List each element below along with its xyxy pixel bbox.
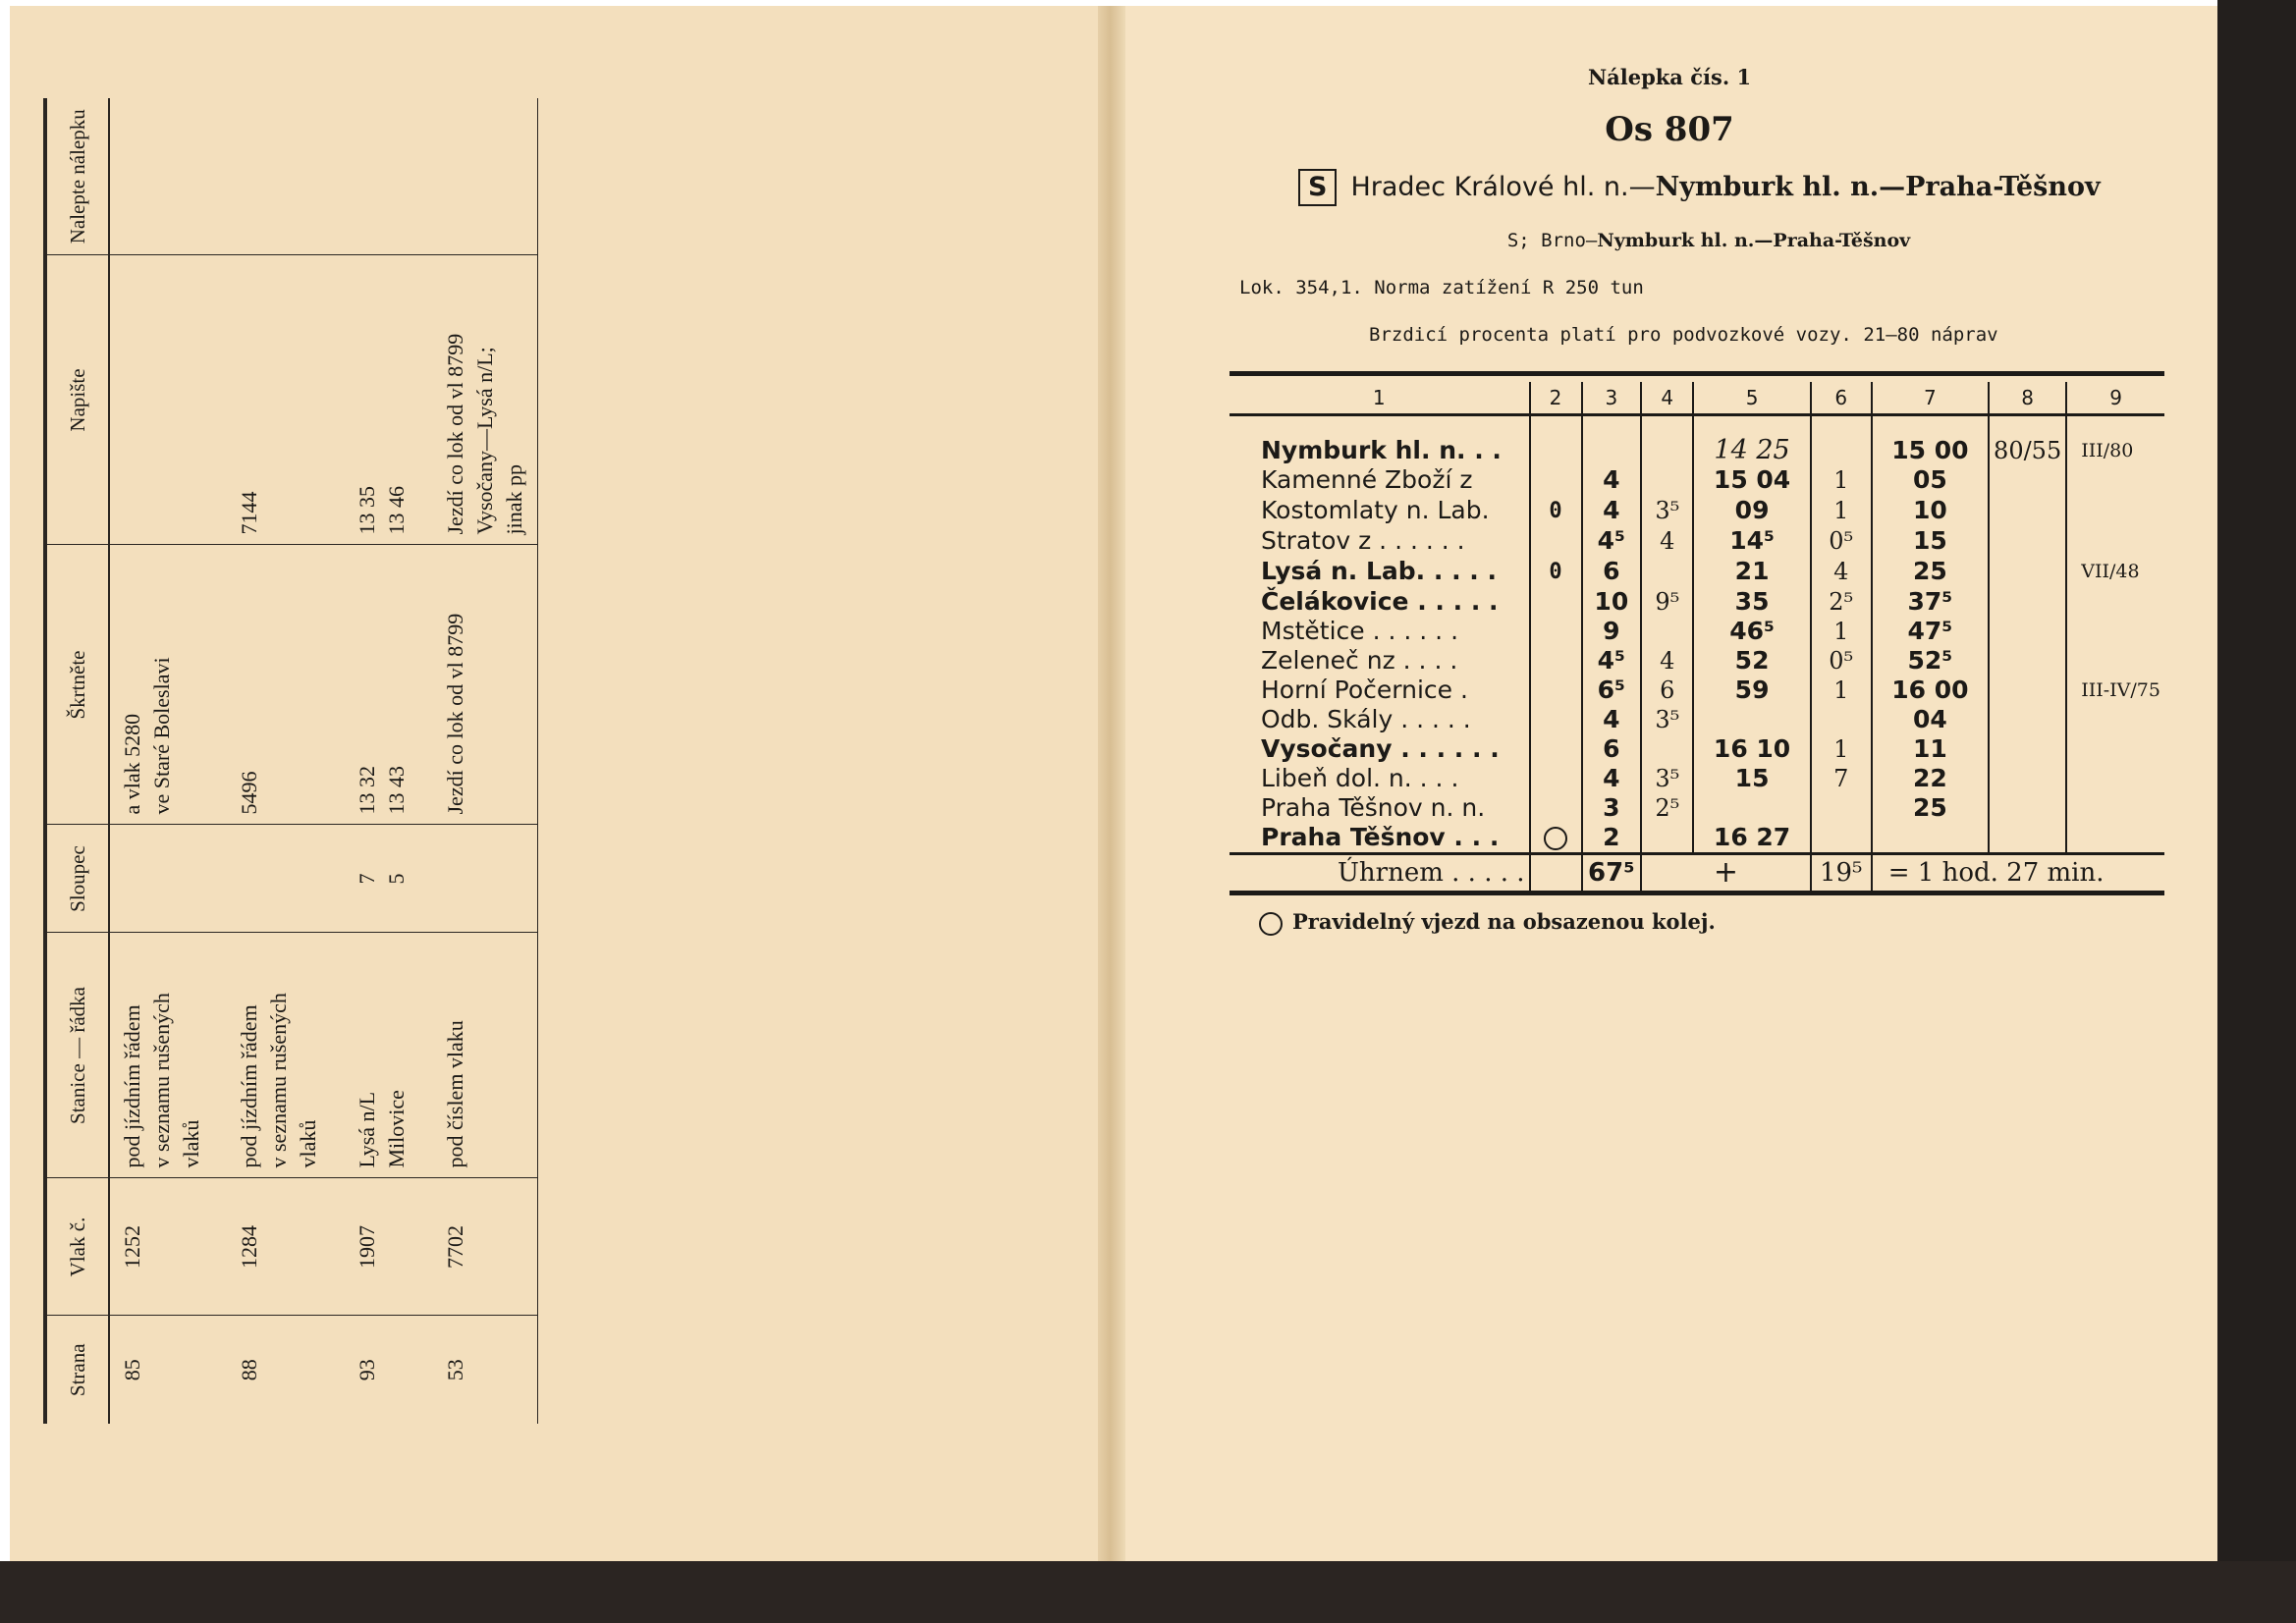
col-header-5: 5 xyxy=(1693,382,1810,415)
time-reserve-cell xyxy=(1641,465,1693,495)
col-2-cell xyxy=(1530,617,1582,646)
station-name xyxy=(1230,526,1530,556)
running-time-cell: 4 xyxy=(1582,495,1642,526)
stanice-cell xyxy=(227,933,345,1178)
running-time-cell: 3 xyxy=(1582,793,1642,823)
stop-time-cell: 4 xyxy=(1811,556,1872,587)
time-reserve-cell xyxy=(1641,556,1693,587)
locomotive-info: Lok. 354,1. Norma zatížení R 250 tun xyxy=(1239,277,1644,298)
remark-cell xyxy=(2066,617,2164,646)
remark-cell: III/80 xyxy=(2066,415,2164,466)
departure-cell: 25 xyxy=(1872,793,1989,823)
sub-end: Nymburk hl. n.—Praha-Těšnov xyxy=(1597,230,1911,251)
time-reserve-cell: 2⁵ xyxy=(1641,793,1693,823)
remark-cell xyxy=(2066,495,2164,526)
timetable-row xyxy=(1230,526,2164,556)
train-number: Os 807 xyxy=(1605,110,1734,149)
arrival-cell: 35 xyxy=(1693,587,1810,617)
speed-cell xyxy=(1989,764,2066,793)
departure-cell: 15 00 xyxy=(1872,415,1989,466)
route-subline xyxy=(1277,230,2141,251)
column-header-5: Škrtněte xyxy=(45,545,109,825)
correction-table xyxy=(43,98,538,1424)
page-cell: 88 xyxy=(237,1359,261,1381)
footnote xyxy=(1259,909,1716,936)
running-time-cell: 4 xyxy=(1582,764,1642,793)
stanice-cell xyxy=(433,933,538,1178)
col-2-cell xyxy=(1530,676,1582,705)
col-header-2: 2 xyxy=(1530,382,1582,415)
remark-cell: VII/48 xyxy=(2066,556,2164,587)
station-name xyxy=(1230,556,1530,587)
table-row xyxy=(345,98,433,1424)
speed-cell xyxy=(1989,495,2066,526)
signal-zero: 0 xyxy=(1549,499,1562,523)
departure-cell: 52⁵ xyxy=(1872,646,1989,676)
arrival-cell: 59 xyxy=(1693,676,1810,705)
train-cell: 1252 xyxy=(109,1178,227,1316)
sloupec-cell xyxy=(227,825,345,933)
time-reserve-cell xyxy=(1641,823,1693,854)
skrtnete-line: 13 43 xyxy=(384,766,409,815)
station-label: Stratov z . . . . . . xyxy=(1261,526,1465,555)
remark-cell xyxy=(2066,465,2164,495)
station-label: Kamenné Zboží z xyxy=(1261,465,1473,494)
stanice-line: pod číslem vlaku xyxy=(443,1020,467,1168)
signal-zero: 0 xyxy=(1549,560,1562,584)
remark-cell xyxy=(2066,587,2164,617)
station-label: Horní Počernice . xyxy=(1261,676,1468,704)
running-time-cell: 4 xyxy=(1582,705,1642,734)
timetable-row xyxy=(1230,734,2164,764)
book-gutter xyxy=(1098,6,1125,1567)
dark-edge xyxy=(2217,0,2296,1571)
time-reserve-cell: 9⁵ xyxy=(1641,587,1693,617)
station-name xyxy=(1230,646,1530,676)
timetable-row xyxy=(1230,705,2164,734)
total-plus: + xyxy=(1641,854,1811,893)
timetable-header xyxy=(1230,382,2164,415)
departure-cell: 05 xyxy=(1872,465,1989,495)
speed-cell xyxy=(1989,617,2066,646)
remark-cell xyxy=(2066,705,2164,734)
train-cell: 7702 xyxy=(433,1178,538,1316)
remark-cell xyxy=(2066,764,2164,793)
arrival-cell: 14⁵ xyxy=(1693,526,1810,556)
station-label: Mstětice . . . . . . xyxy=(1261,617,1459,645)
sticker-cell xyxy=(227,98,345,255)
stop-time-cell: 0⁵ xyxy=(1811,526,1872,556)
skrtnete-line: ve Staré Boleslavi xyxy=(149,657,174,815)
arrival-cell: 14 25 xyxy=(1693,415,1810,466)
stanice-line: v seznamu rušených xyxy=(149,993,174,1168)
table-row xyxy=(109,98,227,1424)
arrival-cell: 09 xyxy=(1693,495,1810,526)
departure-cell: 11 xyxy=(1872,734,1989,764)
total-label: Úhrnem . . . . . xyxy=(1230,854,1530,893)
timetable-row xyxy=(1230,823,2164,854)
speed-cell xyxy=(1989,646,2066,676)
skrtnete-line: 13 32 xyxy=(355,766,379,815)
table-row xyxy=(227,98,345,1424)
station-label: Odb. Skály . . . . . xyxy=(1261,705,1471,733)
stanice-line: pod jízdním řádem xyxy=(120,1004,144,1168)
station-name xyxy=(1230,415,1530,466)
remark-cell xyxy=(2066,793,2164,823)
column-header-1: Strana xyxy=(45,1316,109,1424)
remark-cell xyxy=(2066,823,2164,854)
time-reserve-cell: 4 xyxy=(1641,526,1693,556)
napiste-cell xyxy=(109,255,227,545)
napiste-line: 13 35 xyxy=(355,486,379,535)
col-header-3: 3 xyxy=(1582,382,1642,415)
time-reserve-cell: 3⁵ xyxy=(1641,495,1693,526)
speed-cell xyxy=(1989,823,2066,854)
col-header-9: 9 xyxy=(2066,382,2164,415)
running-time-cell: 10 xyxy=(1582,587,1642,617)
col-2-cell xyxy=(1530,526,1582,556)
column-header-7: Nalepte nálepku xyxy=(45,98,109,255)
stanice-cell xyxy=(109,933,227,1178)
col-header-4: 4 xyxy=(1641,382,1693,415)
arrival-cell: 16 10 xyxy=(1693,734,1810,764)
napiste-cell xyxy=(227,255,345,545)
station-label: Lysá n. Lab. . . . . xyxy=(1261,557,1497,585)
stanice-line: Milovice xyxy=(384,1090,409,1168)
correction-table-wrapper xyxy=(43,98,526,1424)
circle-icon xyxy=(1544,827,1567,850)
col-header-6: 6 xyxy=(1811,382,1872,415)
stop-time-cell: 0⁵ xyxy=(1811,646,1872,676)
col-header-1: 1 xyxy=(1230,382,1530,415)
running-time-cell: 4 xyxy=(1582,465,1642,495)
napiste-cell xyxy=(345,255,433,545)
time-reserve-cell xyxy=(1641,617,1693,646)
station-label: Praha Těšnov . . . xyxy=(1261,823,1500,851)
stanice-cell xyxy=(345,933,433,1178)
timetable-row xyxy=(1230,793,2164,823)
running-time-cell: 4⁵ xyxy=(1582,526,1642,556)
skrtnete-cell xyxy=(109,545,227,825)
route-end: Nymburk hl. n.—Praha-Těšnov xyxy=(1655,172,2101,202)
running-time-cell: 2 xyxy=(1582,823,1642,854)
station-label: Praha Těšnov n. n. xyxy=(1261,793,1486,822)
page-cell: 93 xyxy=(355,1359,379,1381)
sloupec-cell xyxy=(345,825,433,933)
page-cell: 85 xyxy=(120,1359,144,1381)
napiste-line: jinak pp xyxy=(502,464,526,535)
departure-cell: 37⁵ xyxy=(1872,587,1989,617)
running-time-cell: 9 xyxy=(1582,617,1642,646)
total-col-2 xyxy=(1530,854,1582,893)
stop-time-cell xyxy=(1811,705,1872,734)
column-header-2: Vlak č. xyxy=(45,1178,109,1316)
speed-cell xyxy=(1989,587,2066,617)
station-name xyxy=(1230,495,1530,526)
departure-cell: 10 xyxy=(1872,495,1989,526)
sloupec-cell xyxy=(109,825,227,933)
running-time-cell xyxy=(1582,415,1642,466)
station-name xyxy=(1230,465,1530,495)
sloupec-cell xyxy=(433,825,538,933)
napiste-line: Jezdí co lok od vl 8799 xyxy=(443,333,467,535)
departure-cell: 16 00 xyxy=(1872,676,1989,705)
sticker-cell xyxy=(109,98,227,255)
column-header-6: Napište xyxy=(45,255,109,545)
col-2-cell xyxy=(1530,793,1582,823)
table-row xyxy=(433,98,538,1424)
timetable-row xyxy=(1230,676,2164,705)
skrtnete-line: Jezdí co lok od vl 8799 xyxy=(443,613,467,815)
station-name xyxy=(1230,793,1530,823)
speed-cell xyxy=(1989,465,2066,495)
col-2-cell xyxy=(1530,646,1582,676)
departure-cell: 04 xyxy=(1872,705,1989,734)
stop-time-cell: 2⁵ xyxy=(1811,587,1872,617)
time-reserve-cell: 6 xyxy=(1641,676,1693,705)
station-name xyxy=(1230,587,1530,617)
station-label: Vysočany . . . . . . xyxy=(1261,734,1500,763)
station-name xyxy=(1230,764,1530,793)
timetable-row xyxy=(1230,617,2164,646)
timetable xyxy=(1230,371,2164,895)
column-header-3: Stanice — řádka xyxy=(45,933,109,1178)
train-cell: 1907 xyxy=(345,1178,433,1316)
timetable-row xyxy=(1230,495,2164,526)
footnote-text: Pravidelný vjezd na obsazenou kolej. xyxy=(1292,909,1716,934)
stanice-line: v seznamu rušených xyxy=(266,993,291,1168)
sloupec-line: 5 xyxy=(384,873,409,885)
column-header-4: Sloupec xyxy=(45,825,109,933)
speed-cell xyxy=(1989,676,2066,705)
arrival-cell: 52 xyxy=(1693,646,1810,676)
station-label: Libeň dol. n. . . . xyxy=(1261,764,1459,792)
station-label: Kostomlaty n. Lab. xyxy=(1261,496,1490,524)
time-reserve-cell: 3⁵ xyxy=(1641,764,1693,793)
timetable-row xyxy=(1230,646,2164,676)
speed-cell xyxy=(1989,793,2066,823)
speed-cell xyxy=(1989,556,2066,587)
running-time-cell: 6 xyxy=(1582,556,1642,587)
correction-table-body xyxy=(109,98,538,1424)
dark-background xyxy=(0,1561,2296,1623)
stop-time-cell xyxy=(1811,793,1872,823)
col-2-cell xyxy=(1530,764,1582,793)
col-header-7: 7 xyxy=(1872,382,1989,415)
route-symbol: S xyxy=(1298,169,1337,206)
stop-time-cell: 1 xyxy=(1811,465,1872,495)
brake-info: Brzdicí procenta platí pro podvozkové vozy. 21—80 náprav xyxy=(1369,324,1998,346)
skrtnete-cell xyxy=(227,545,345,825)
stop-time-cell: 1 xyxy=(1811,495,1872,526)
napiste-line: 13 46 xyxy=(384,486,409,535)
train-cell: 1284 xyxy=(227,1178,345,1316)
stop-time-cell: 7 xyxy=(1811,764,1872,793)
time-reserve-cell: 4 xyxy=(1641,646,1693,676)
stanice-line: Lysá n/L xyxy=(355,1091,379,1168)
arrival-cell: 15 04 xyxy=(1693,465,1810,495)
total-result: = 1 hod. 27 min. xyxy=(1872,854,2164,893)
timetable-row xyxy=(1230,465,2164,495)
running-time-cell: 4⁵ xyxy=(1582,646,1642,676)
timetable-row xyxy=(1230,556,2164,587)
napiste-cell xyxy=(433,255,538,545)
skrtnete-cell xyxy=(345,545,433,825)
running-time-cell: 6⁵ xyxy=(1582,676,1642,705)
speed-cell xyxy=(1989,526,2066,556)
skrtnete-line: 5496 xyxy=(237,771,261,815)
station-name xyxy=(1230,705,1530,734)
remark-cell xyxy=(2066,646,2164,676)
col-2-cell xyxy=(1530,415,1582,466)
timetable-row xyxy=(1230,415,2164,466)
station-name xyxy=(1230,734,1530,764)
total-running-time: 67⁵ xyxy=(1582,854,1642,893)
time-reserve-cell: 3⁵ xyxy=(1641,705,1693,734)
col-header-8: 8 xyxy=(1989,382,2066,415)
time-reserve-cell xyxy=(1641,415,1693,466)
col-2-cell xyxy=(1530,465,1582,495)
stop-time-cell: 1 xyxy=(1811,617,1872,646)
sloupec-line: 7 xyxy=(355,873,379,885)
col-2-cell xyxy=(1530,587,1582,617)
correction-table-header xyxy=(45,98,109,1424)
departure-cell: 25 xyxy=(1872,556,1989,587)
stop-time-cell xyxy=(1811,415,1872,466)
route-line xyxy=(1298,169,2143,206)
arrival-cell xyxy=(1693,793,1810,823)
arrival-cell: 16 27 xyxy=(1693,823,1810,854)
route-start: Hradec Králové hl. n.— xyxy=(1350,172,1656,202)
stanice-line: vlaků xyxy=(179,1119,203,1168)
col-2-cell xyxy=(1530,734,1582,764)
timetable-row xyxy=(1230,764,2164,793)
arrival-cell: 21 xyxy=(1693,556,1810,587)
speed-cell: 80/55 xyxy=(1989,415,2066,466)
departure-cell xyxy=(1872,823,1989,854)
station-name xyxy=(1230,823,1530,854)
time-reserve-cell xyxy=(1641,734,1693,764)
sub-start: S; Brno— xyxy=(1506,230,1598,251)
stanice-line: pod jízdním řádem xyxy=(237,1004,261,1168)
departure-cell: 47⁵ xyxy=(1872,617,1989,646)
skrtnete-line: a vlak 5280 xyxy=(120,713,144,815)
departure-cell: 15 xyxy=(1872,526,1989,556)
page-cell: 53 xyxy=(433,1316,538,1424)
departure-cell: 22 xyxy=(1872,764,1989,793)
sticker-cell xyxy=(433,98,538,255)
remark-cell xyxy=(2066,526,2164,556)
circle-icon xyxy=(1259,912,1283,936)
arrival-cell: 46⁵ xyxy=(1693,617,1810,646)
sticker-cell xyxy=(345,98,433,255)
remark-cell: III-IV/75 xyxy=(2066,676,2164,705)
col-2-cell xyxy=(1530,823,1582,854)
timetable-row xyxy=(1230,587,2164,617)
total-stops: 19⁵ xyxy=(1811,854,1872,893)
stanice-line: vlaků xyxy=(296,1119,320,1168)
arrival-cell: 15 xyxy=(1693,764,1810,793)
sticker-number: Nálepka čís. 1 xyxy=(1587,65,1752,89)
station-name xyxy=(1230,676,1530,705)
station-label: Nymburk hl. n. . . xyxy=(1261,436,1502,464)
col-2-cell xyxy=(1530,495,1582,526)
stop-time-cell xyxy=(1811,823,1872,854)
speed-cell xyxy=(1989,705,2066,734)
napiste-line: Vysočany—Lysá n/L; xyxy=(472,347,497,535)
speed-cell xyxy=(1989,734,2066,764)
col-2-cell xyxy=(1530,705,1582,734)
stop-time-cell: 1 xyxy=(1811,676,1872,705)
station-label: Čelákovice . . . . . xyxy=(1261,587,1499,616)
station-label: Zeleneč nz . . . . xyxy=(1261,646,1458,675)
napiste-line: 7144 xyxy=(237,491,261,535)
station-name xyxy=(1230,617,1530,646)
total-row xyxy=(1230,854,2164,893)
skrtnete-cell xyxy=(433,545,538,825)
stop-time-cell: 1 xyxy=(1811,734,1872,764)
col-2-cell xyxy=(1530,556,1582,587)
remark-cell xyxy=(2066,734,2164,764)
running-time-cell: 6 xyxy=(1582,734,1642,764)
arrival-cell xyxy=(1693,705,1810,734)
